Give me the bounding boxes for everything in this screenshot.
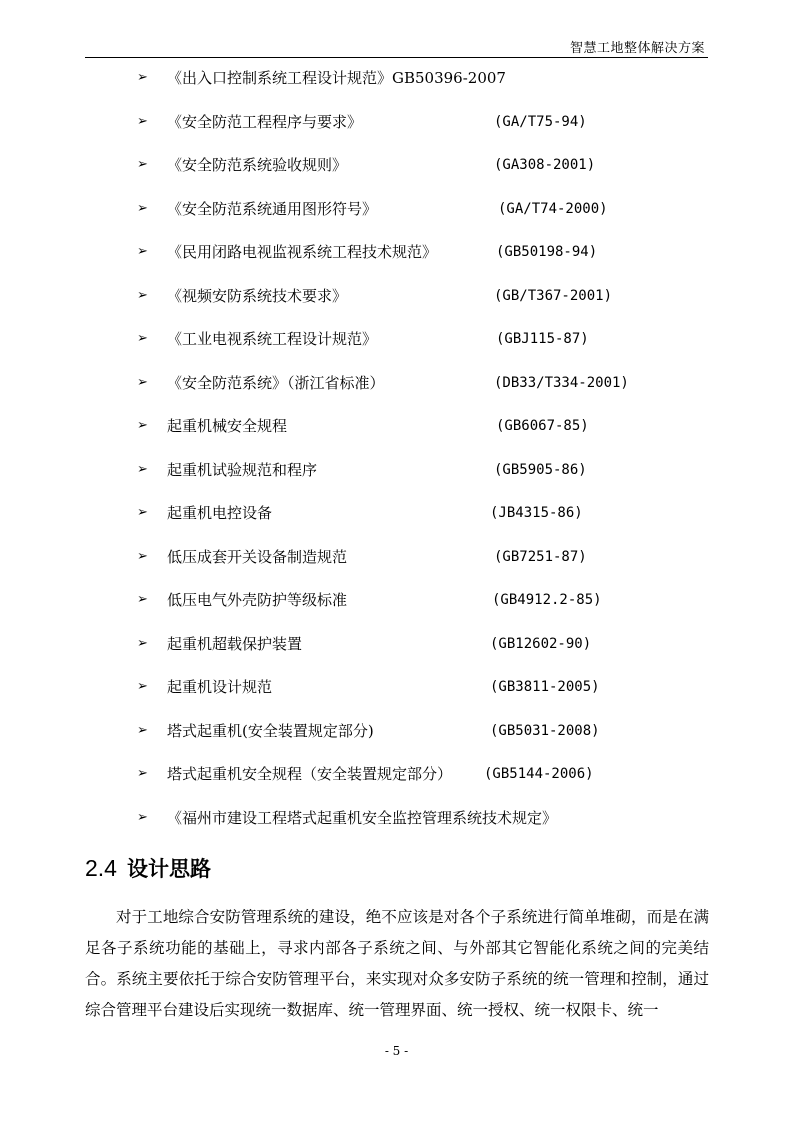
arrow-bullet-icon: ➢: [137, 679, 148, 694]
list-item: [0, 752, 793, 796]
section-title: 设计思路: [126, 858, 211, 881]
list-item: [0, 274, 793, 318]
standard-name: 起重机超载保护装置: [167, 634, 303, 653]
list-item: [0, 361, 793, 405]
list-item: [0, 230, 793, 274]
standard-name: 低压电气外壳防护等级标准: [167, 591, 348, 609]
body-paragraph: 对于工地综合安防管理系统的建设，绝不应该是对各个子系统进行简单堆砌，而是在满足各子系统功能的基础上，寻求内部各子系统之间、与外部其它智能化系统之间的完美结合。系统主要依托于综合安防管理平台，来实现对众多安防子系统的统一管理和控制，通过综合管理平台建设后实现统一数据库、统一管理界面、统一授权、统一权限卡、统一: [85, 908, 709, 1019]
standard-name: 《安全防范系统验收规则》: [167, 156, 348, 174]
standard-name: 《安全防范工程程序与要求》: [167, 112, 363, 131]
list-item: [0, 491, 793, 535]
arrow-bullet-icon: ➢: [137, 722, 148, 738]
standard-name: 《福州市建设工程塔式起重机安全监控管理系统技术规定》: [167, 808, 558, 827]
standard-code: (DB33/T334-2001): [494, 374, 629, 391]
list-item: [0, 535, 793, 579]
standards-list: [0, 56, 793, 839]
standard-name: 《民用闭路电视监视系统工程技术规范》: [167, 243, 438, 261]
arrow-bullet-icon: ➢: [137, 244, 148, 259]
arrow-bullet-icon: ➢: [137, 418, 148, 433]
standard-code: (GB5905-86): [494, 461, 587, 478]
standard-name: 起重机试验规范和程序: [167, 460, 318, 479]
standard-name: 《出入口控制系统工程设计规范》GB50396-2007: [167, 69, 506, 87]
arrow-bullet-icon: ➢: [137, 461, 148, 477]
list-item: [0, 187, 793, 231]
arrow-bullet-icon: ➢: [137, 548, 148, 564]
list-item: [0, 448, 793, 492]
arrow-bullet-icon: ➢: [137, 766, 148, 781]
arrow-bullet-icon: ➢: [137, 592, 148, 607]
page-number: - 5 -: [384, 1044, 409, 1058]
page-header-title: 智慧工地整体解决方案: [569, 41, 705, 56]
standard-code: (GB50198-94): [496, 244, 598, 260]
standard-code: (GA/T74-2000): [498, 200, 608, 217]
standard-name: 低压成套开关设备制造规范: [167, 547, 348, 566]
standard-code: (GBJ115-87): [496, 331, 589, 347]
arrow-bullet-icon: ➢: [137, 505, 148, 520]
standard-code: (GB5144-2006): [484, 766, 594, 782]
standard-name: 塔式起重机安全规程（安全装置规定部分）: [167, 765, 453, 783]
arrow-bullet-icon: ➢: [137, 200, 148, 216]
standard-code: (GB/T367-2001): [494, 287, 613, 304]
list-item: [0, 709, 793, 753]
standard-code: (GB12602-90): [490, 635, 592, 652]
arrow-bullet-icon: ➢: [137, 70, 148, 85]
list-item: [0, 100, 793, 144]
standard-code: (GB6067-85): [496, 418, 589, 434]
list-item: [0, 404, 793, 448]
standard-name: 起重机电控设备: [167, 504, 273, 522]
section-number: 2.4: [85, 855, 117, 881]
list-item: [0, 143, 793, 187]
standard-code: (JB4315-86): [490, 505, 583, 521]
list-item: [0, 665, 793, 709]
list-item: [0, 796, 793, 840]
standard-name: 起重机械安全规程: [167, 417, 288, 435]
standard-code: (GB5031-2008): [490, 722, 600, 739]
section-heading: [85, 853, 211, 885]
arrow-bullet-icon: ➢: [137, 809, 148, 825]
standard-name: 起重机设计规范: [167, 678, 273, 696]
standard-name: 塔式起重机(安全装置规定部分): [167, 721, 374, 740]
standard-name: 《安全防范系统》（浙江省标准）: [167, 373, 385, 392]
arrow-bullet-icon: ➢: [137, 113, 148, 129]
arrow-bullet-icon: ➢: [137, 635, 148, 651]
standard-code: (GB3811-2005): [490, 679, 600, 695]
standard-name: 《工业电视系统工程设计规范》: [167, 330, 378, 348]
list-item: [0, 317, 793, 361]
standard-code: (GB4912.2-85): [492, 592, 602, 608]
standard-code: (GA308-2001): [494, 157, 596, 173]
arrow-bullet-icon: ➢: [137, 331, 148, 346]
standard-name: 《视频安防系统技术要求》: [167, 286, 348, 305]
list-item: [0, 622, 793, 666]
list-item: [0, 578, 793, 622]
arrow-bullet-icon: ➢: [137, 374, 148, 390]
standard-code: (GB7251-87): [494, 548, 587, 565]
standard-code: (GA/T75-94): [494, 113, 587, 130]
arrow-bullet-icon: ➢: [137, 157, 148, 172]
arrow-bullet-icon: ➢: [137, 287, 148, 303]
list-item: [0, 56, 793, 100]
standard-name: 《安全防范系统通用图形符号》: [167, 199, 378, 218]
